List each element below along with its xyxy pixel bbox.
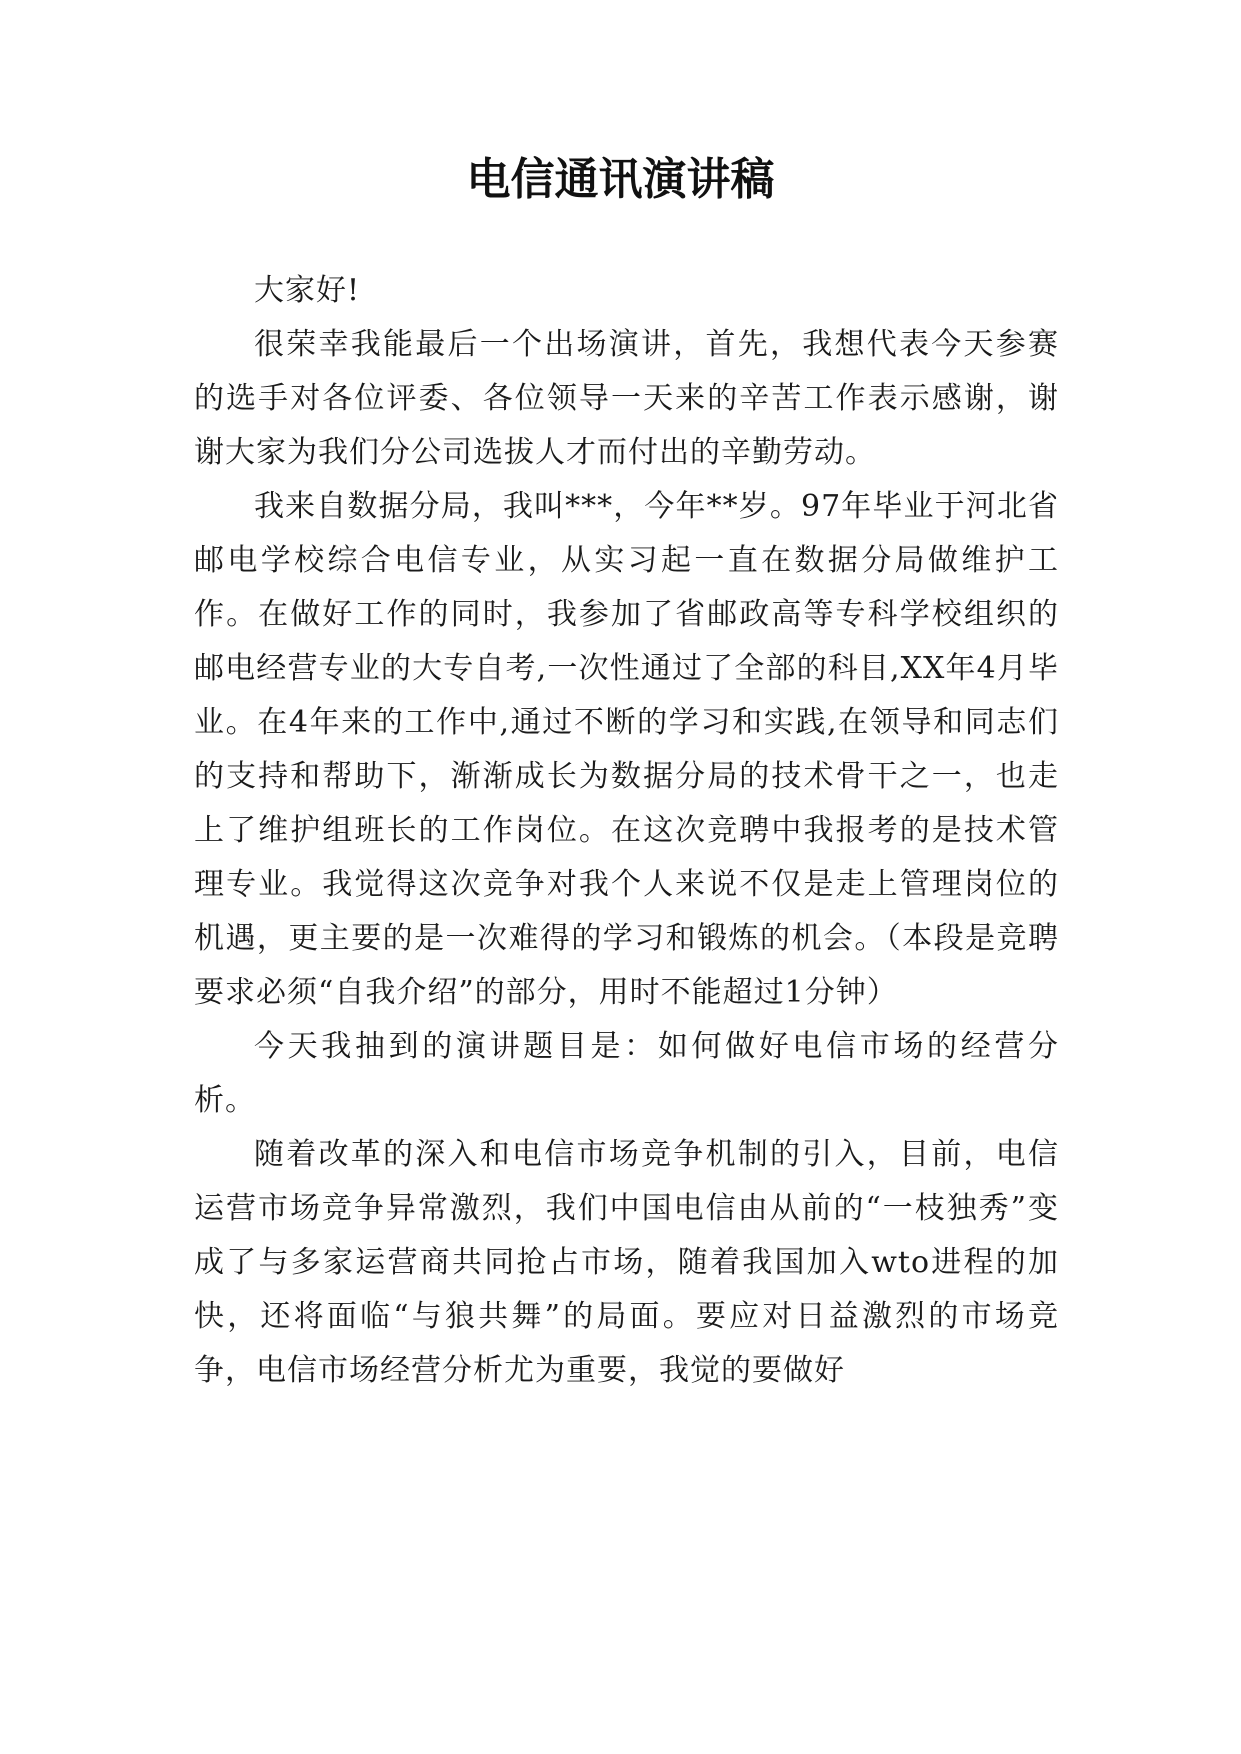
paragraph-self-introduction: 我来自数据分局，我叫***，今年**岁。97年毕业于河北省邮电学校综合电信专业，从实习起一直在数据分局做维护工作。在做好工作的同时，我参加了省邮政高等专科学校组织的邮电经营专业的大专自考,一次性通过了全部的科目,XX年4月毕业。在4年来的工作中,通过不断的学习和实践,在领导和同志们的支持和帮助下，渐渐成长为数据分局的技术骨干之一，也走上了维护组班长的工作岗位。在这次竞聘中我报考的是技术管理专业。我觉得这次竞争对我个人来说不仅是走上管理岗位的机遇，更主要的是一次难得的学习和锻炼的机会。（本段是竞聘要求必须“自我介绍”的部分，用时不能超过1分钟） [194,489,1059,1010]
document-body [194,264,1059,1398]
paragraph-topic: 今天我抽到的演讲题目是：如何做好电信市场的经营分析。 [194,1029,1059,1118]
paragraph-greeting: 大家好! [254,273,361,308]
paragraph-market-analysis: 随着改革的深入和电信市场竞争机制的引入，目前，电信运营市场竞争异常激烈，我们中国电信由从前的“一枝独秀”变成了与多家运营商共同抢占市场，随着我国加入wto进程的加快，还将面临“与狼共舞”的局面。要应对日益激烈的市场竞争，电信市场经营分析尤为重要，我觉的要做好 [194,1137,1059,1388]
document-title: 电信通讯演讲稿 [466,154,775,205]
paragraph-thanks: 很荣幸我能最后一个出场演讲，首先，我想代表今天参赛的选手对各位评委、各位领导一天来的辛苦工作表示感谢，谢谢大家为我们分公司选拔人才而付出的辛勤劳动。 [194,327,1059,470]
